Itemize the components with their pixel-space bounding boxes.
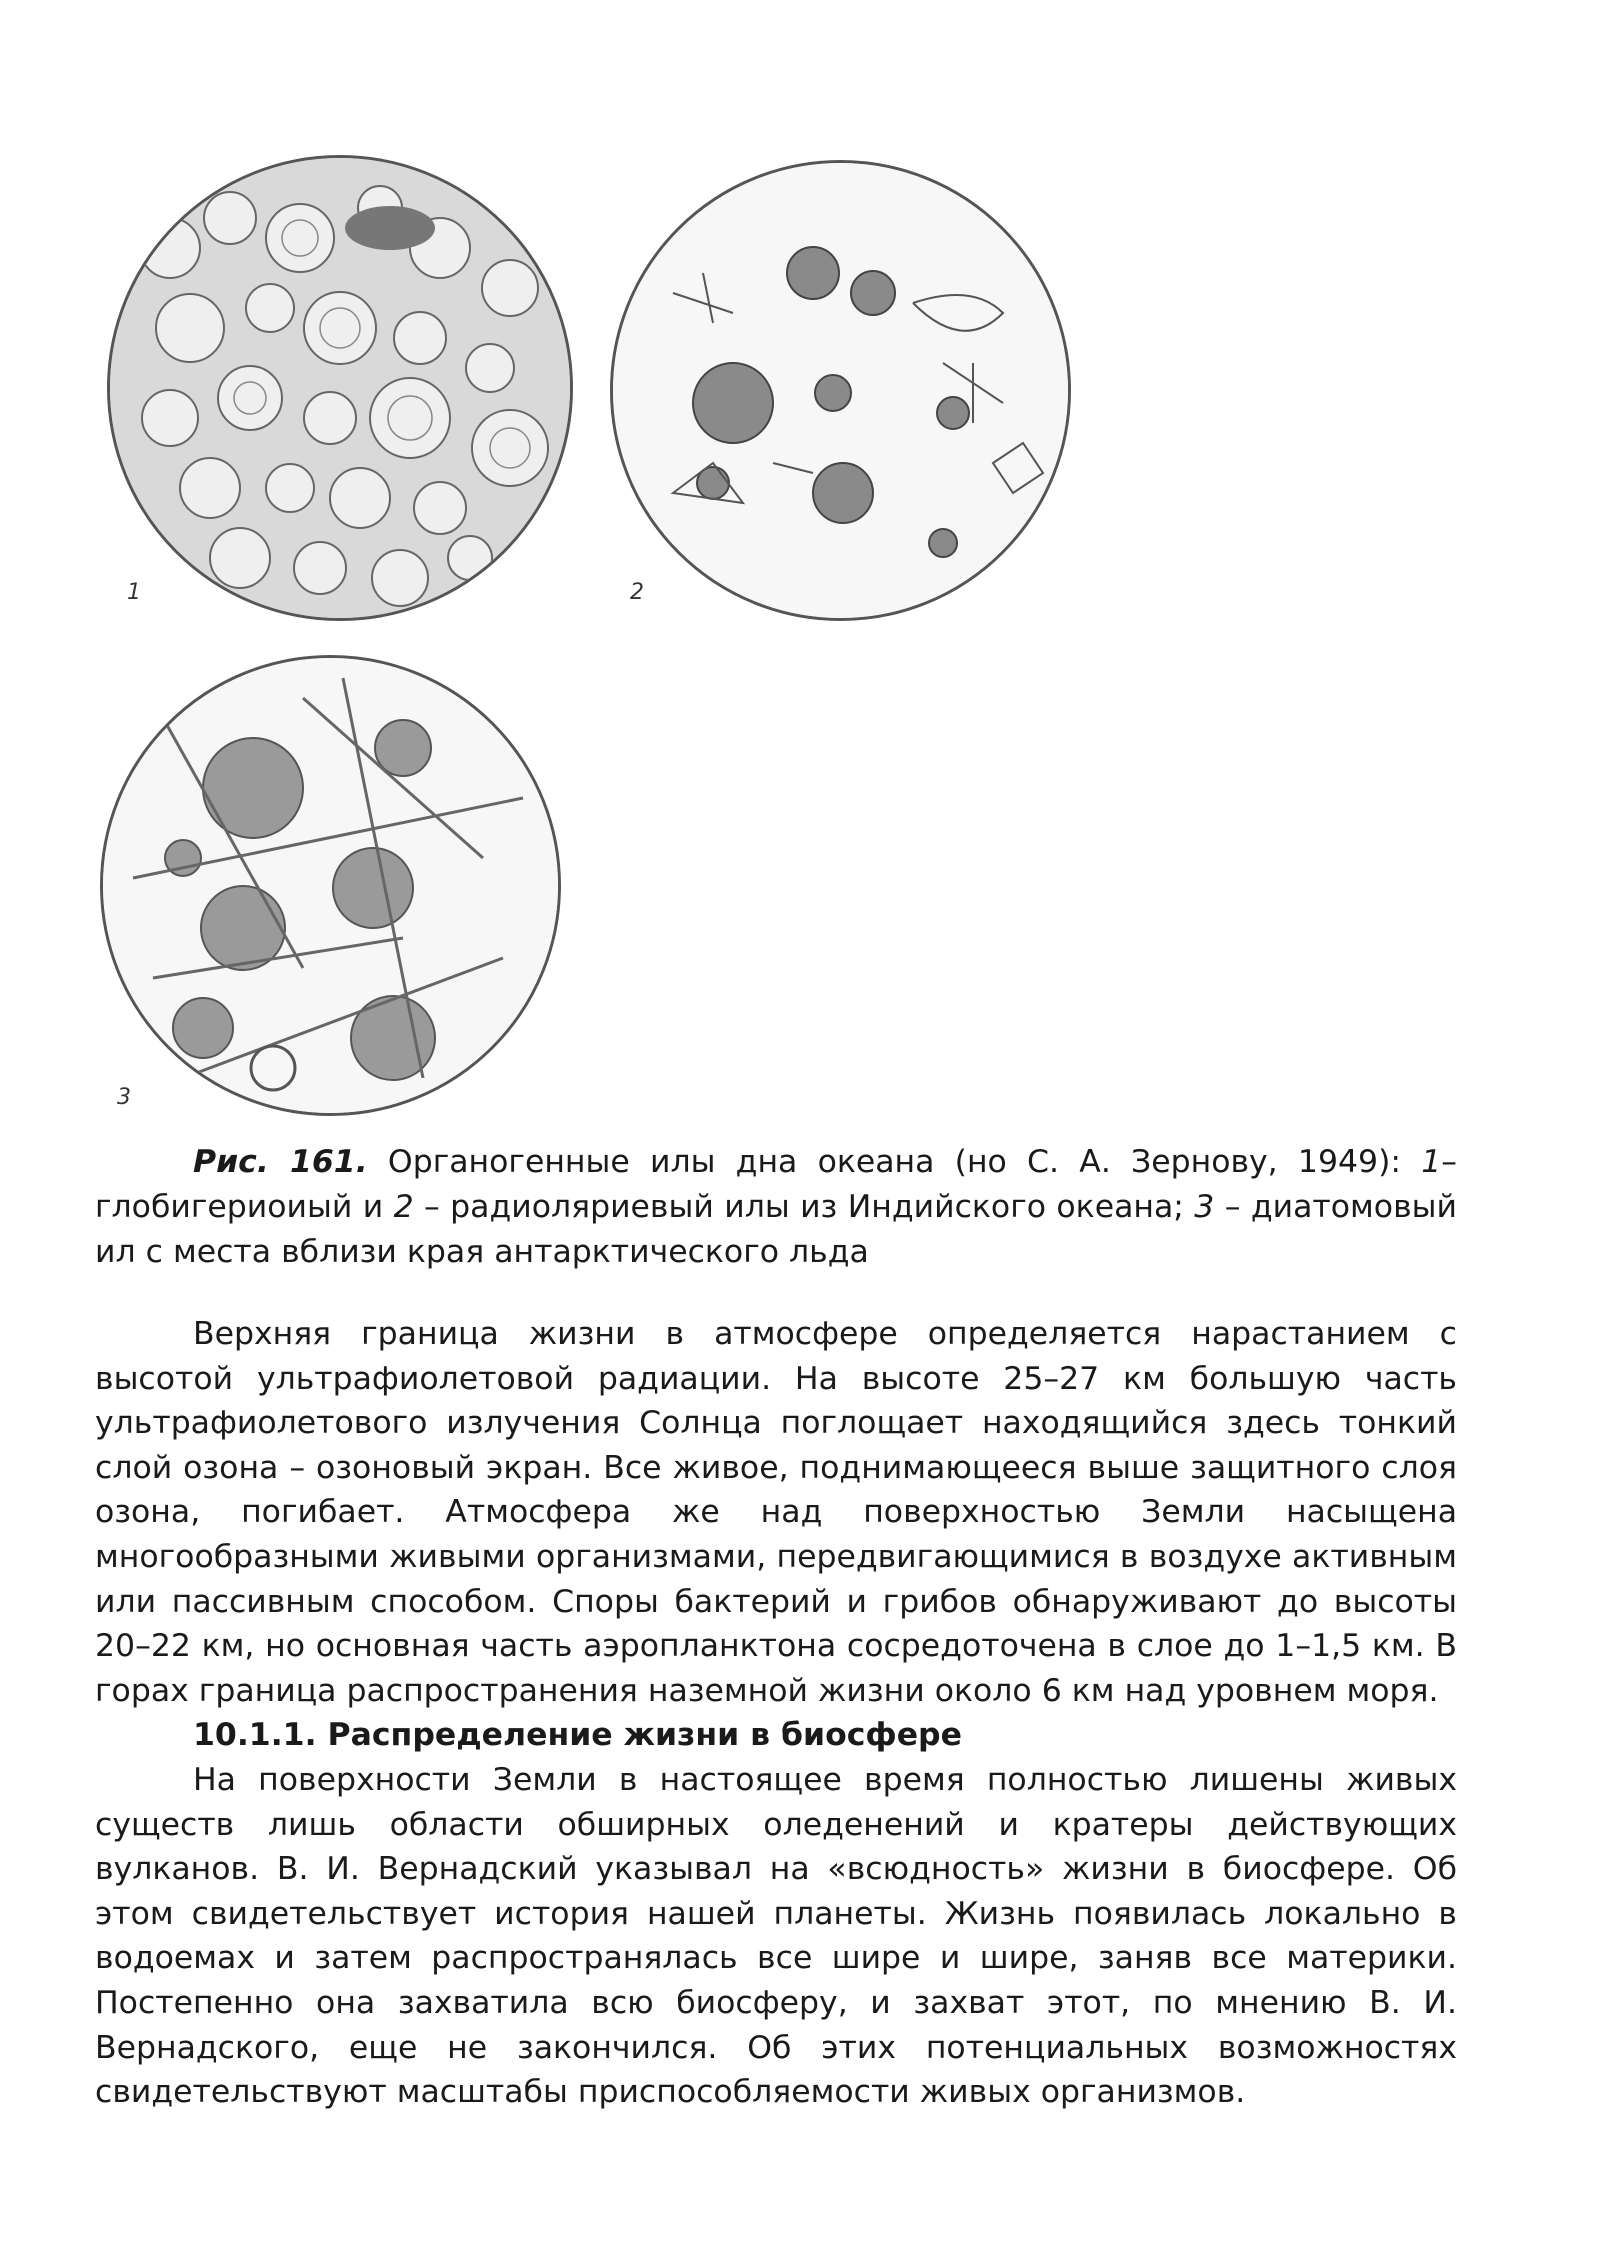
micrograph-globigerina <box>107 155 573 621</box>
paragraph-upper-boundary: Верхняя граница жизни в атмосфере определяется нарастанием с высотой ультрафиолетовой радиации. На высоте 25–27 км большую часть ультрафиолетового излучения Солнца поглощает находящийся здесь тонкий слой озона – озоновый экран. Все живое, поднимающееся выше защитного слоя озона, погибает. Атмосфера же над поверхностью Земли насыщена многообразными живыми организмами, передвигающимися в воздухе активным или пассивным способом. Споры бактерий и грибов обнаруживают до высоты 20–22 км, но основная часть аэропланктона сосредоточена в слое до 1–1,5 км. В горах граница распространения наземной жизни около 6 км над уровнем моря. <box>95 1316 1457 1709</box>
body-text <box>95 1312 1457 2115</box>
caption-text-b: – глобигериoиый и <box>95 1144 1457 1225</box>
paragraph-distribution: На поверхности Земли в настоящее время полностью лишены живых существ лишь области обширных оледенений и кратеры действующих вулканов. В. И. Вернадский указывал на «всюдность» жизни в биосфере. Об этом свидетельствует история нашей планеты. Жизнь появилась локально в водоемах и затем распространялась все шире и шире, заняв все материки. Постепенно она захватила всю биосферу, и захват этот, по мнению В. И. Вернадского, еще не закончился. Об этих потенциальных возможностях свидетельствуют масштабы приспособляемости живых организмов. <box>95 1761 1457 2111</box>
caption-text-d: – диатомовый ил с места вблизи края антарктического льда <box>95 1189 1457 1270</box>
caption-ref: Рис. 161. <box>193 1144 368 1180</box>
micrograph-diatom <box>100 655 561 1116</box>
figure-161 <box>95 150 1115 1130</box>
caption-text-c: – радиоляриевый илы из Индийского океана; <box>413 1189 1195 1225</box>
globigerina-drawing <box>110 158 570 618</box>
micrograph-radiolarian <box>610 160 1071 621</box>
radiolarian-drawing <box>613 163 1068 618</box>
caption-text-a: Органогенные илы дна океана (но С. А. Зернову, 1949): <box>367 1144 1422 1180</box>
panel-label-1: 1 <box>127 580 141 605</box>
panel-label-3: 3 <box>117 1085 131 1110</box>
caption-n3: 3 <box>1194 1189 1215 1225</box>
figure-caption <box>95 1140 1457 1275</box>
panel-label-2: 2 <box>630 580 644 605</box>
diatom-drawing <box>103 658 558 1113</box>
caption-n2: 2 <box>393 1189 414 1225</box>
section-heading: 10.1.1. Распределение жизни в биосфере <box>193 1717 962 1754</box>
caption-n1: 1 <box>1421 1144 1442 1180</box>
